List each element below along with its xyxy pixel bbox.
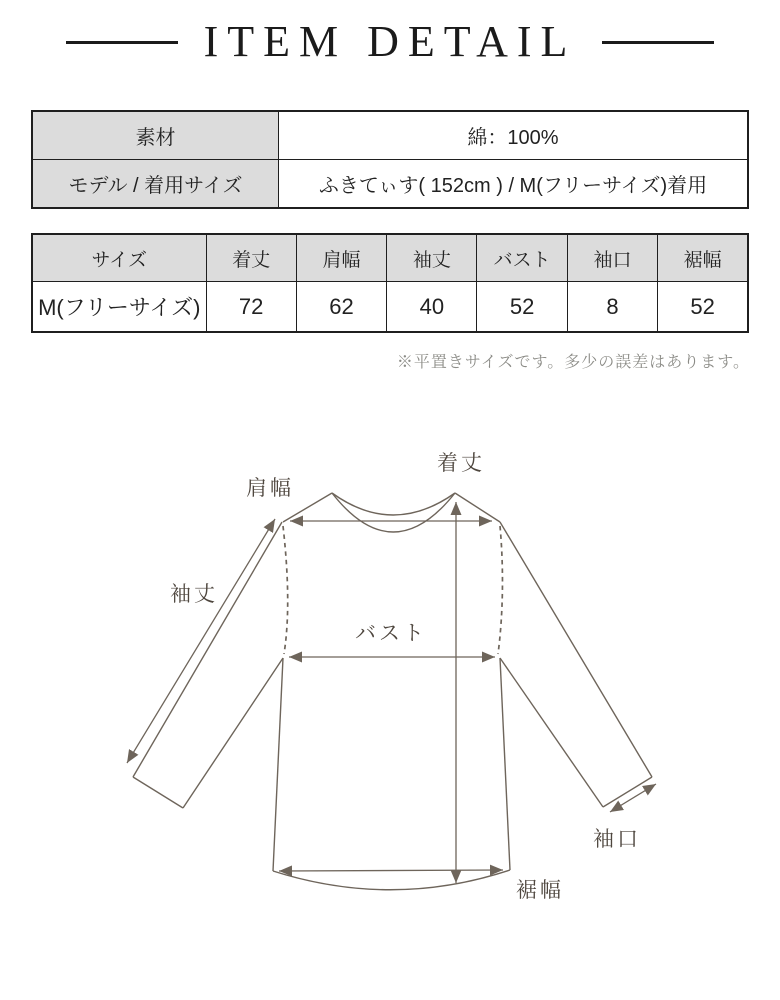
size-col-cuff: 袖口 xyxy=(567,234,657,282)
spec-label-material: 素材 xyxy=(32,111,279,160)
size-col-bust: バスト xyxy=(477,234,567,282)
size-value-size: M(フリーサイズ) xyxy=(32,282,206,333)
sleeve-length-label: 袖丈 xyxy=(170,583,218,606)
spec-value-model: ふきてぃす( 152cm ) / M(フリーサイズ)着用 xyxy=(279,160,749,209)
cuff-label: 袖口 xyxy=(593,828,641,851)
size-col-hem: 裾幅 xyxy=(658,234,748,282)
size-table-data-row xyxy=(32,282,748,333)
spec-value-material: 綿：100% xyxy=(279,111,749,160)
hem-width-arrow xyxy=(279,870,503,871)
title-left-rule xyxy=(66,41,178,44)
shoulder-label: 肩幅 xyxy=(246,477,294,500)
page-title: ITEM DETAIL xyxy=(203,17,577,66)
length-label: 着丈 xyxy=(437,452,485,475)
bust-label: バスト xyxy=(355,622,427,645)
hem-label: 裾幅 xyxy=(516,879,564,902)
spec-table xyxy=(31,110,749,209)
size-value-sleeve: 40 xyxy=(387,282,477,333)
right-side-seam-dashed xyxy=(498,526,502,654)
size-value-shoulder: 62 xyxy=(296,282,386,333)
table-row xyxy=(32,160,748,209)
spec-label-model: モデル / 着用サイズ xyxy=(32,160,279,209)
title-right-rule xyxy=(602,41,714,44)
table-row xyxy=(32,111,748,160)
garment-measurement-diagram xyxy=(0,380,780,1000)
size-value-length: 72 xyxy=(206,282,296,333)
size-table xyxy=(31,233,749,333)
section-header xyxy=(0,17,780,66)
size-col-size: サイズ xyxy=(32,234,206,282)
left-side-seam-dashed xyxy=(283,526,288,654)
size-table-header-row xyxy=(32,234,748,282)
size-col-sleeve: 袖丈 xyxy=(387,234,477,282)
garment-outline xyxy=(133,493,652,890)
size-col-length: 着丈 xyxy=(206,234,296,282)
size-col-shoulder: 肩幅 xyxy=(296,234,386,282)
measurement-note: ※平置きサイズです。多少の誤差はあります。 xyxy=(396,354,750,371)
size-value-hem: 52 xyxy=(658,282,748,333)
sleeve-length-arrow xyxy=(127,519,275,763)
size-value-cuff: 8 xyxy=(567,282,657,333)
size-value-bust: 52 xyxy=(477,282,567,333)
